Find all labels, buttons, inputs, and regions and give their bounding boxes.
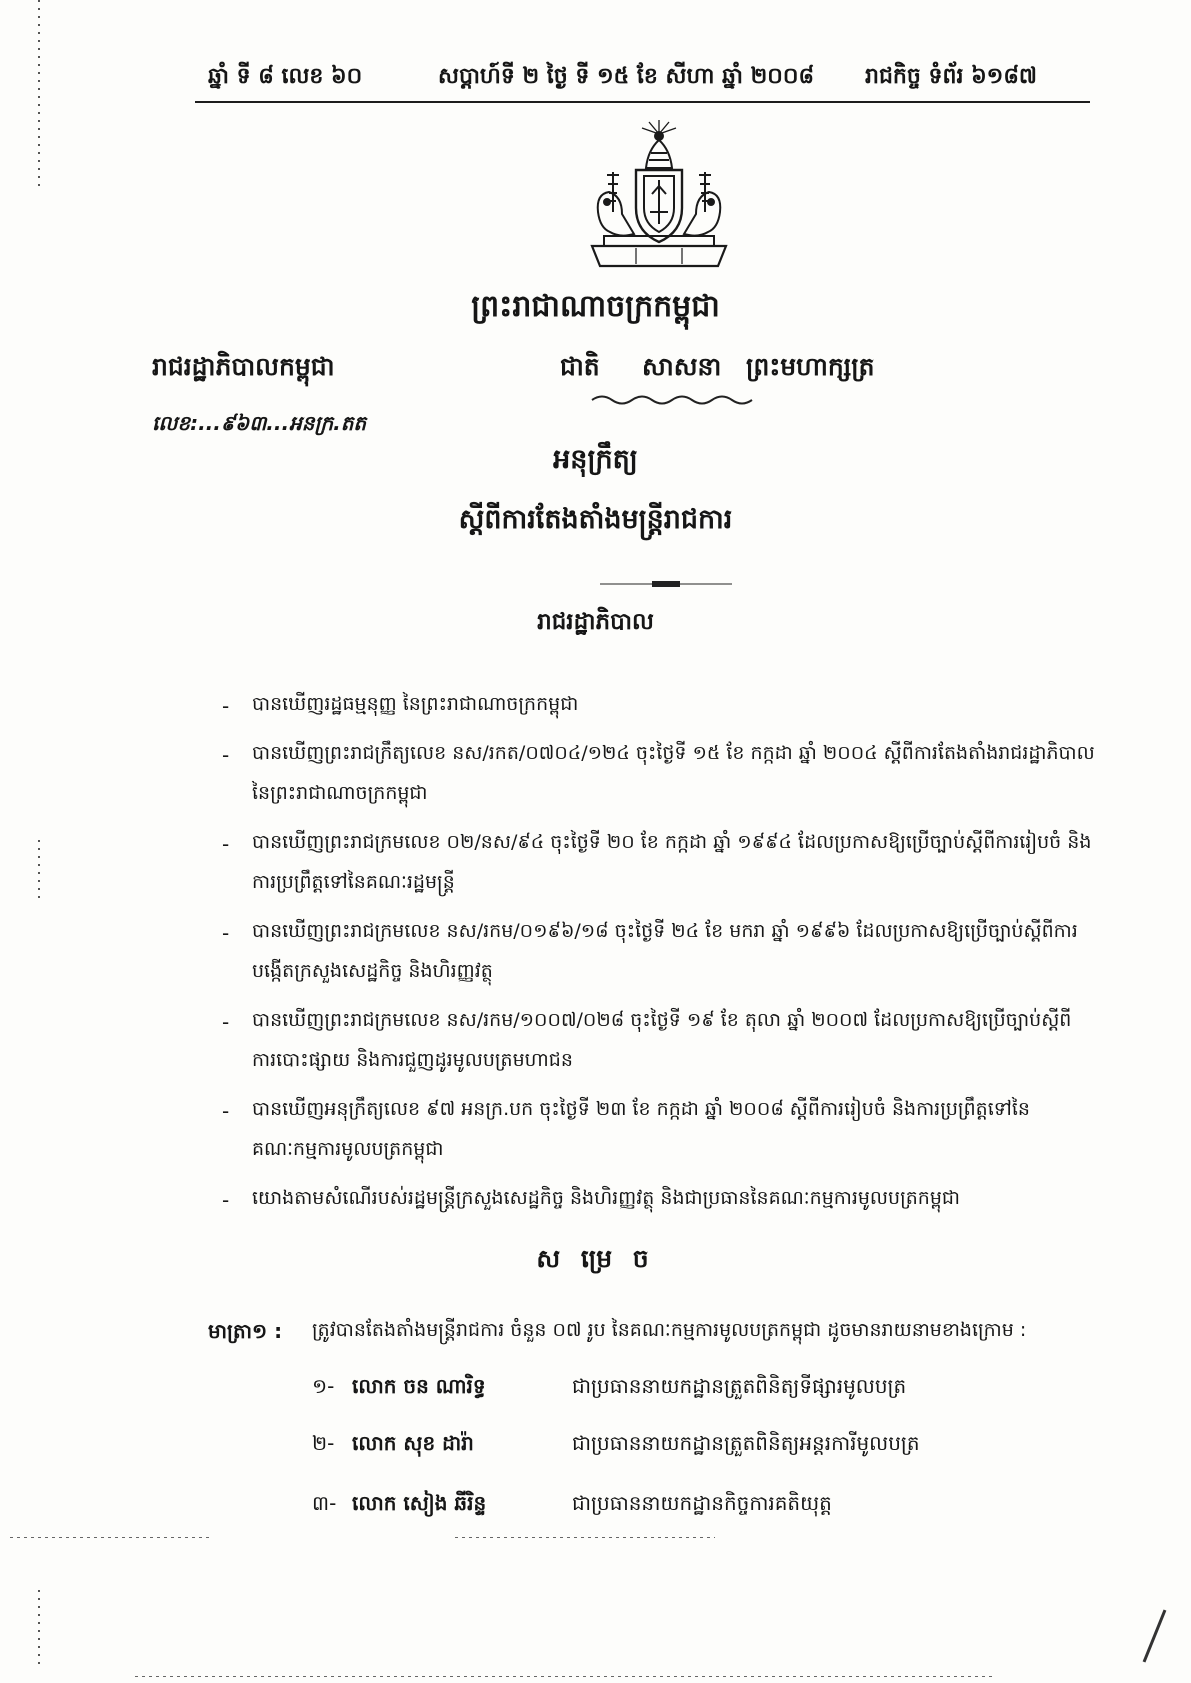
- member-number: ៣-: [312, 1491, 337, 1515]
- bullet-dash: -: [222, 921, 230, 945]
- scan-margin-mark: [38, 1590, 40, 1670]
- pen-mark: [1143, 1609, 1167, 1662]
- article-1-text: ត្រូវបានតែងតាំងមន្ត្រីរាជការ ចំនួន ០៧ រូប នៃគណៈកម្មការមូលបត្រកម្ពុជា ដូចមានរាយនាមខាងក្រោម :: [312, 1319, 1027, 1341]
- gazette-page: រាជកិច្ច ទំព័រ ៦១៨៧: [865, 64, 1037, 89]
- gazette-date: សប្តាហ៍ទី ២ ថ្ងៃ ទី ១៥ ខែ សីហា ឆ្នាំ ២០០៨: [438, 64, 815, 89]
- bullet-dash: -: [222, 1010, 230, 1034]
- member-number: ១-: [312, 1374, 335, 1398]
- preamble-item: យោងតាមសំណើរបស់រដ្ឋមន្ត្រីក្រសួងសេដ្ឋកិច្ច និងហិរញ្ញវត្ថុ និងជាប្រធាននៃគណៈកម្មការមូលបត្រកម្ពុជា: [252, 1187, 961, 1209]
- bullet-dash: -: [222, 832, 230, 856]
- bullet-dash: -: [222, 743, 230, 767]
- scan-margin-mark: [38, 840, 40, 900]
- bullet-dash: -: [222, 1188, 230, 1212]
- motto-nation: ជាតិ: [560, 352, 600, 381]
- royal-coat-of-arms-icon: [578, 120, 740, 270]
- decision-title: ស ម្រេ ច: [536, 1244, 655, 1273]
- member-name: លោក ចន ណារិទ្ធ: [352, 1374, 486, 1398]
- preamble-item: បានឃើញអនុក្រឹត្យលេខ ៩៧ អនក្រ.បក ចុះថ្ងៃទី ២៣ ខែ កក្កដា ឆ្នាំ ២០០៨ ស្តីពីការរៀបចំ និងការប្រព្រឹត្តទៅនៃគណៈកម្មការមូលបត្រកម្ពុជា: [252, 1098, 1030, 1160]
- member-role: ជាប្រធាននាយកដ្ឋានត្រួតពិនិត្យអន្តរការីមូលបត្រ: [572, 1431, 920, 1455]
- motto-king: ព្រះមហាក្សត្រ: [746, 352, 875, 381]
- bullet-dash: -: [222, 1099, 230, 1123]
- document-subject: ស្តីពីការតែងតាំងមន្ត្រីរាជការ: [458, 504, 733, 535]
- motto-religion: សាសនា: [642, 352, 722, 381]
- document-type: អនុក្រឹត្យ: [553, 444, 638, 475]
- issuing-authority: រាជរដ្ឋាភិបាលកម្ពុជា: [152, 352, 335, 381]
- scan-bottom-mark: [10, 1537, 210, 1538]
- member-role: ជាប្រធាននាយកដ្ឋានត្រួតពិនិត្យទីផ្សារមូលបត្រ: [572, 1374, 907, 1398]
- preamble-item: បានឃើញព្រះរាជក្រឹត្យលេខ នស/រកត/០៧០៤/១២៤ ចុះថ្ងៃទី ១៥ ខែ កក្កដា ឆ្នាំ ២០០៤ ស្តីពីការតែងតាំងរាជរដ្ឋាភិបាលនៃព្រះរាជាណាចក្រកម្ពុជា: [252, 742, 1095, 804]
- section-title: រាជរដ្ឋាភិបាល: [537, 609, 654, 635]
- reference-number: លេខ:...៩៦៣...អនក្រ.តត: [152, 411, 367, 435]
- member-name: លោក សុខ ដារ៉ា: [352, 1431, 474, 1455]
- member-number: ២-: [312, 1431, 335, 1455]
- scan-bottom-mark: [455, 1537, 715, 1538]
- header-rule: [195, 101, 1090, 103]
- preamble-item: បានឃើញព្រះរាជក្រមលេខ នស/រកម/០១៩៦/១៨ ចុះថ្ងៃទី ២៤ ខែ មករា ឆ្នាំ ១៩៩៦ ដែលប្រកាសឱ្យប្រើច្បាប់ស្តីពីការបង្កើតក្រសួងសេដ្ឋកិច្ច និងហិរញ្ញវត្ថុ: [252, 920, 1078, 982]
- separator-ornament: [600, 572, 732, 578]
- scan-bottom-mark: [135, 1676, 995, 1677]
- kingdom-title: ព្រះរាជាណាចក្រកម្ពុជា: [471, 289, 720, 324]
- preamble-item: បានឃើញព្រះរាជក្រមលេខ នស/រកម/១០០៧/០២៨ ចុះថ្ងៃទី ១៩ ខែ តុលា ឆ្នាំ ២០០៧ ដែលប្រកាសឱ្យប្រើច្បាប់ស្តីពីការបោះផ្សាយ និងការជួញដូរមូលបត្រមហាជន: [252, 1009, 1072, 1071]
- preamble-item: បានឃើញព្រះរាជក្រមលេខ ០២/នស/៩៤ ចុះថ្ងៃទី ២០ ខែ កក្កដា ឆ្នាំ ១៩៩៤ ដែលប្រកាសឱ្យប្រើច្បាប់ស្តីពីការរៀបចំ និងការប្រព្រឹត្តទៅនៃគណៈរដ្ឋមន្ត្រី: [252, 831, 1092, 893]
- article-1-label: មាត្រា១ :: [208, 1319, 283, 1343]
- member-name: លោក សៀង ឆីរិន្ទ: [352, 1491, 487, 1515]
- member-role: ជាប្រធាននាយកដ្ឋានកិច្ចការគតិយុត្ត: [572, 1491, 832, 1515]
- gazette-year-issue: ឆ្នាំ ទី ៨ លេខ ៦០: [208, 64, 363, 89]
- scan-margin-mark: [38, 0, 40, 190]
- preamble-item: បានឃើញរដ្ឋធម្មនុញ្ញ នៃព្រះរាជាណាចក្រកម្ពុជា: [252, 693, 579, 715]
- ornament-flourish: [588, 392, 758, 406]
- bullet-dash: -: [222, 694, 230, 718]
